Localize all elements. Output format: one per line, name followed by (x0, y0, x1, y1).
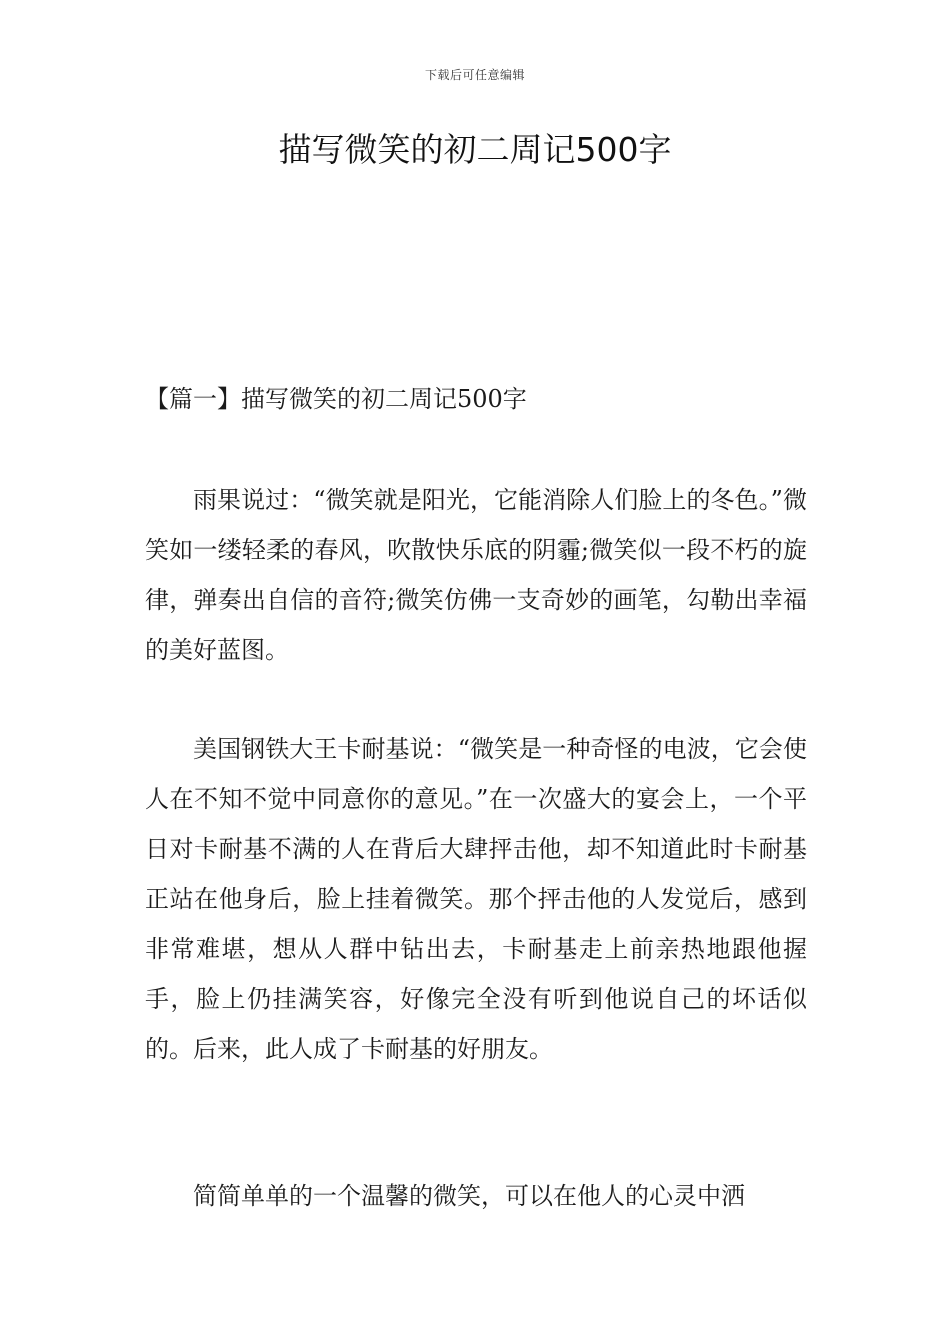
section-heading: 【篇一】描写微笑的初二周记500字 (145, 385, 527, 413)
header-note: 下载后可任意编辑 (424, 68, 525, 82)
paragraph-2: 美国钢铁大王卡耐基说：“微笑是一种奇怪的电波，它会使人在不知不觉中同意你的意见。”在一次盛大的宴会上，一个平日对卡耐基不满的人在背后大肆抨击他，却不知道此时卡耐基正站在他身后，脸上挂着微笑。那个抨击他的人发觉后，感到非常难堪，想从人群中钻出去，卡耐基走上前亲热地跟他握手，脸上仍挂满笑容，好像完全没有听到他说自己的坏话似的。后来，此人成了卡耐基的好朋友。 (145, 735, 807, 1063)
paragraph-1: 雨果说过：“微笑就是阳光，它能消除人们脸上的冬色。”微笑如一缕轻柔的春风，吹散快乐底的阴霾;微笑似一段不朽的旋律，弹奏出自信的音符;微笑仿佛一支奇妙的画笔，勾勒出幸福的美好蓝图。 (145, 486, 807, 664)
document-title: 描写微笑的初二周记500字 (278, 130, 672, 169)
paragraph-3: 简简单单的一个温馨的微笑，可以在他人的心灵中洒 (193, 1182, 745, 1210)
